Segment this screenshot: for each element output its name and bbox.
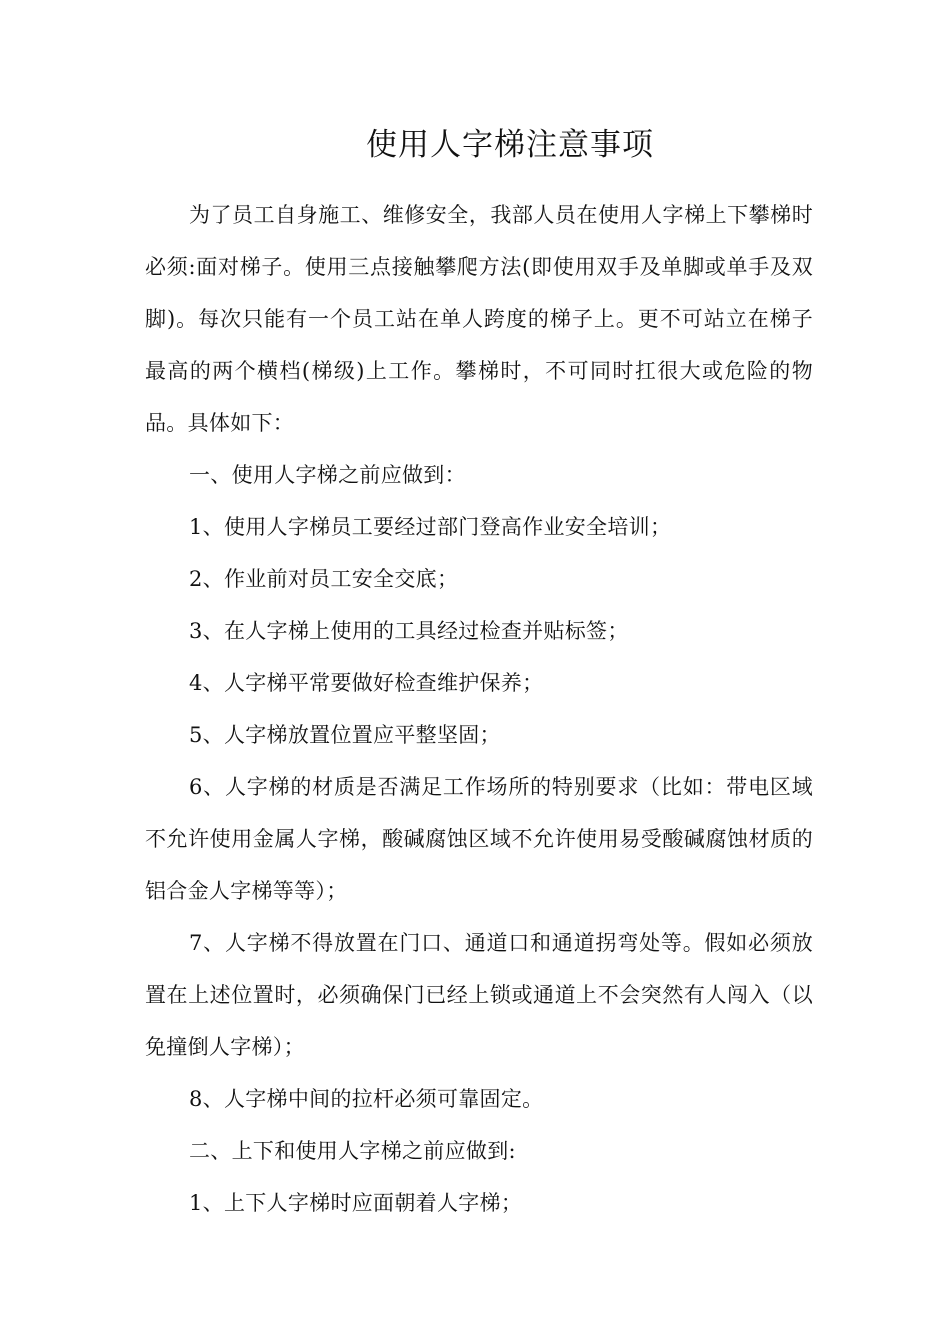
section-heading-2: 二、上下和使用人字梯之前应做到: xyxy=(189,1139,516,1163)
list-item: 2、作业前对员工安全交底； xyxy=(189,567,459,591)
document-body xyxy=(145,189,813,1229)
section-heading-1: 一、使用人字梯之前应做到： xyxy=(189,463,466,487)
list-item: 8、人字梯中间的拉杆必须可靠固定。 xyxy=(189,1087,544,1111)
list-item: 4、人字梯平常要做好检查维护保养； xyxy=(189,671,544,695)
list-item: 7、人字梯不得放置在门口、通道口和通道拐弯处等。假如必须放置在上述位置时，必须确保门已经上锁或通道上不会突然有人闯入（以免撞倒人字梯）； xyxy=(145,931,813,1059)
list-item: 3、在人字梯上使用的工具经过检查并贴标签； xyxy=(189,619,629,643)
intro-paragraph: 为了员工自身施工、维修安全，我部人员在使用人字梯上下攀梯时必须:面对梯子。使用三点接触攀爬方法(即使用双手及单脚或单手及双脚)。每次只能有一个员工站在单人跨度的梯子上。更不可站立在梯子最高的两个横档(梯级)上工作。攀梯时，不可同时扛很大或危险的物品。具体如下： xyxy=(145,203,813,435)
list-item: 5、人字梯放置位置应平整坚固； xyxy=(189,723,501,747)
list-item: 1、上下人字梯时应面朝着人字梯； xyxy=(189,1191,523,1215)
list-item: 6、人字梯的材质是否满足工作场所的特别要求（比如：带电区域不允许使用金属人字梯，酸碱腐蚀区域不允许使用易受酸碱腐蚀材质的铝合金人字梯等等）； xyxy=(145,775,813,903)
document-title: 使用人字梯注意事项 xyxy=(366,127,654,163)
list-item: 1、使用人字梯员工要经过部门登高作业安全培训； xyxy=(189,515,672,539)
